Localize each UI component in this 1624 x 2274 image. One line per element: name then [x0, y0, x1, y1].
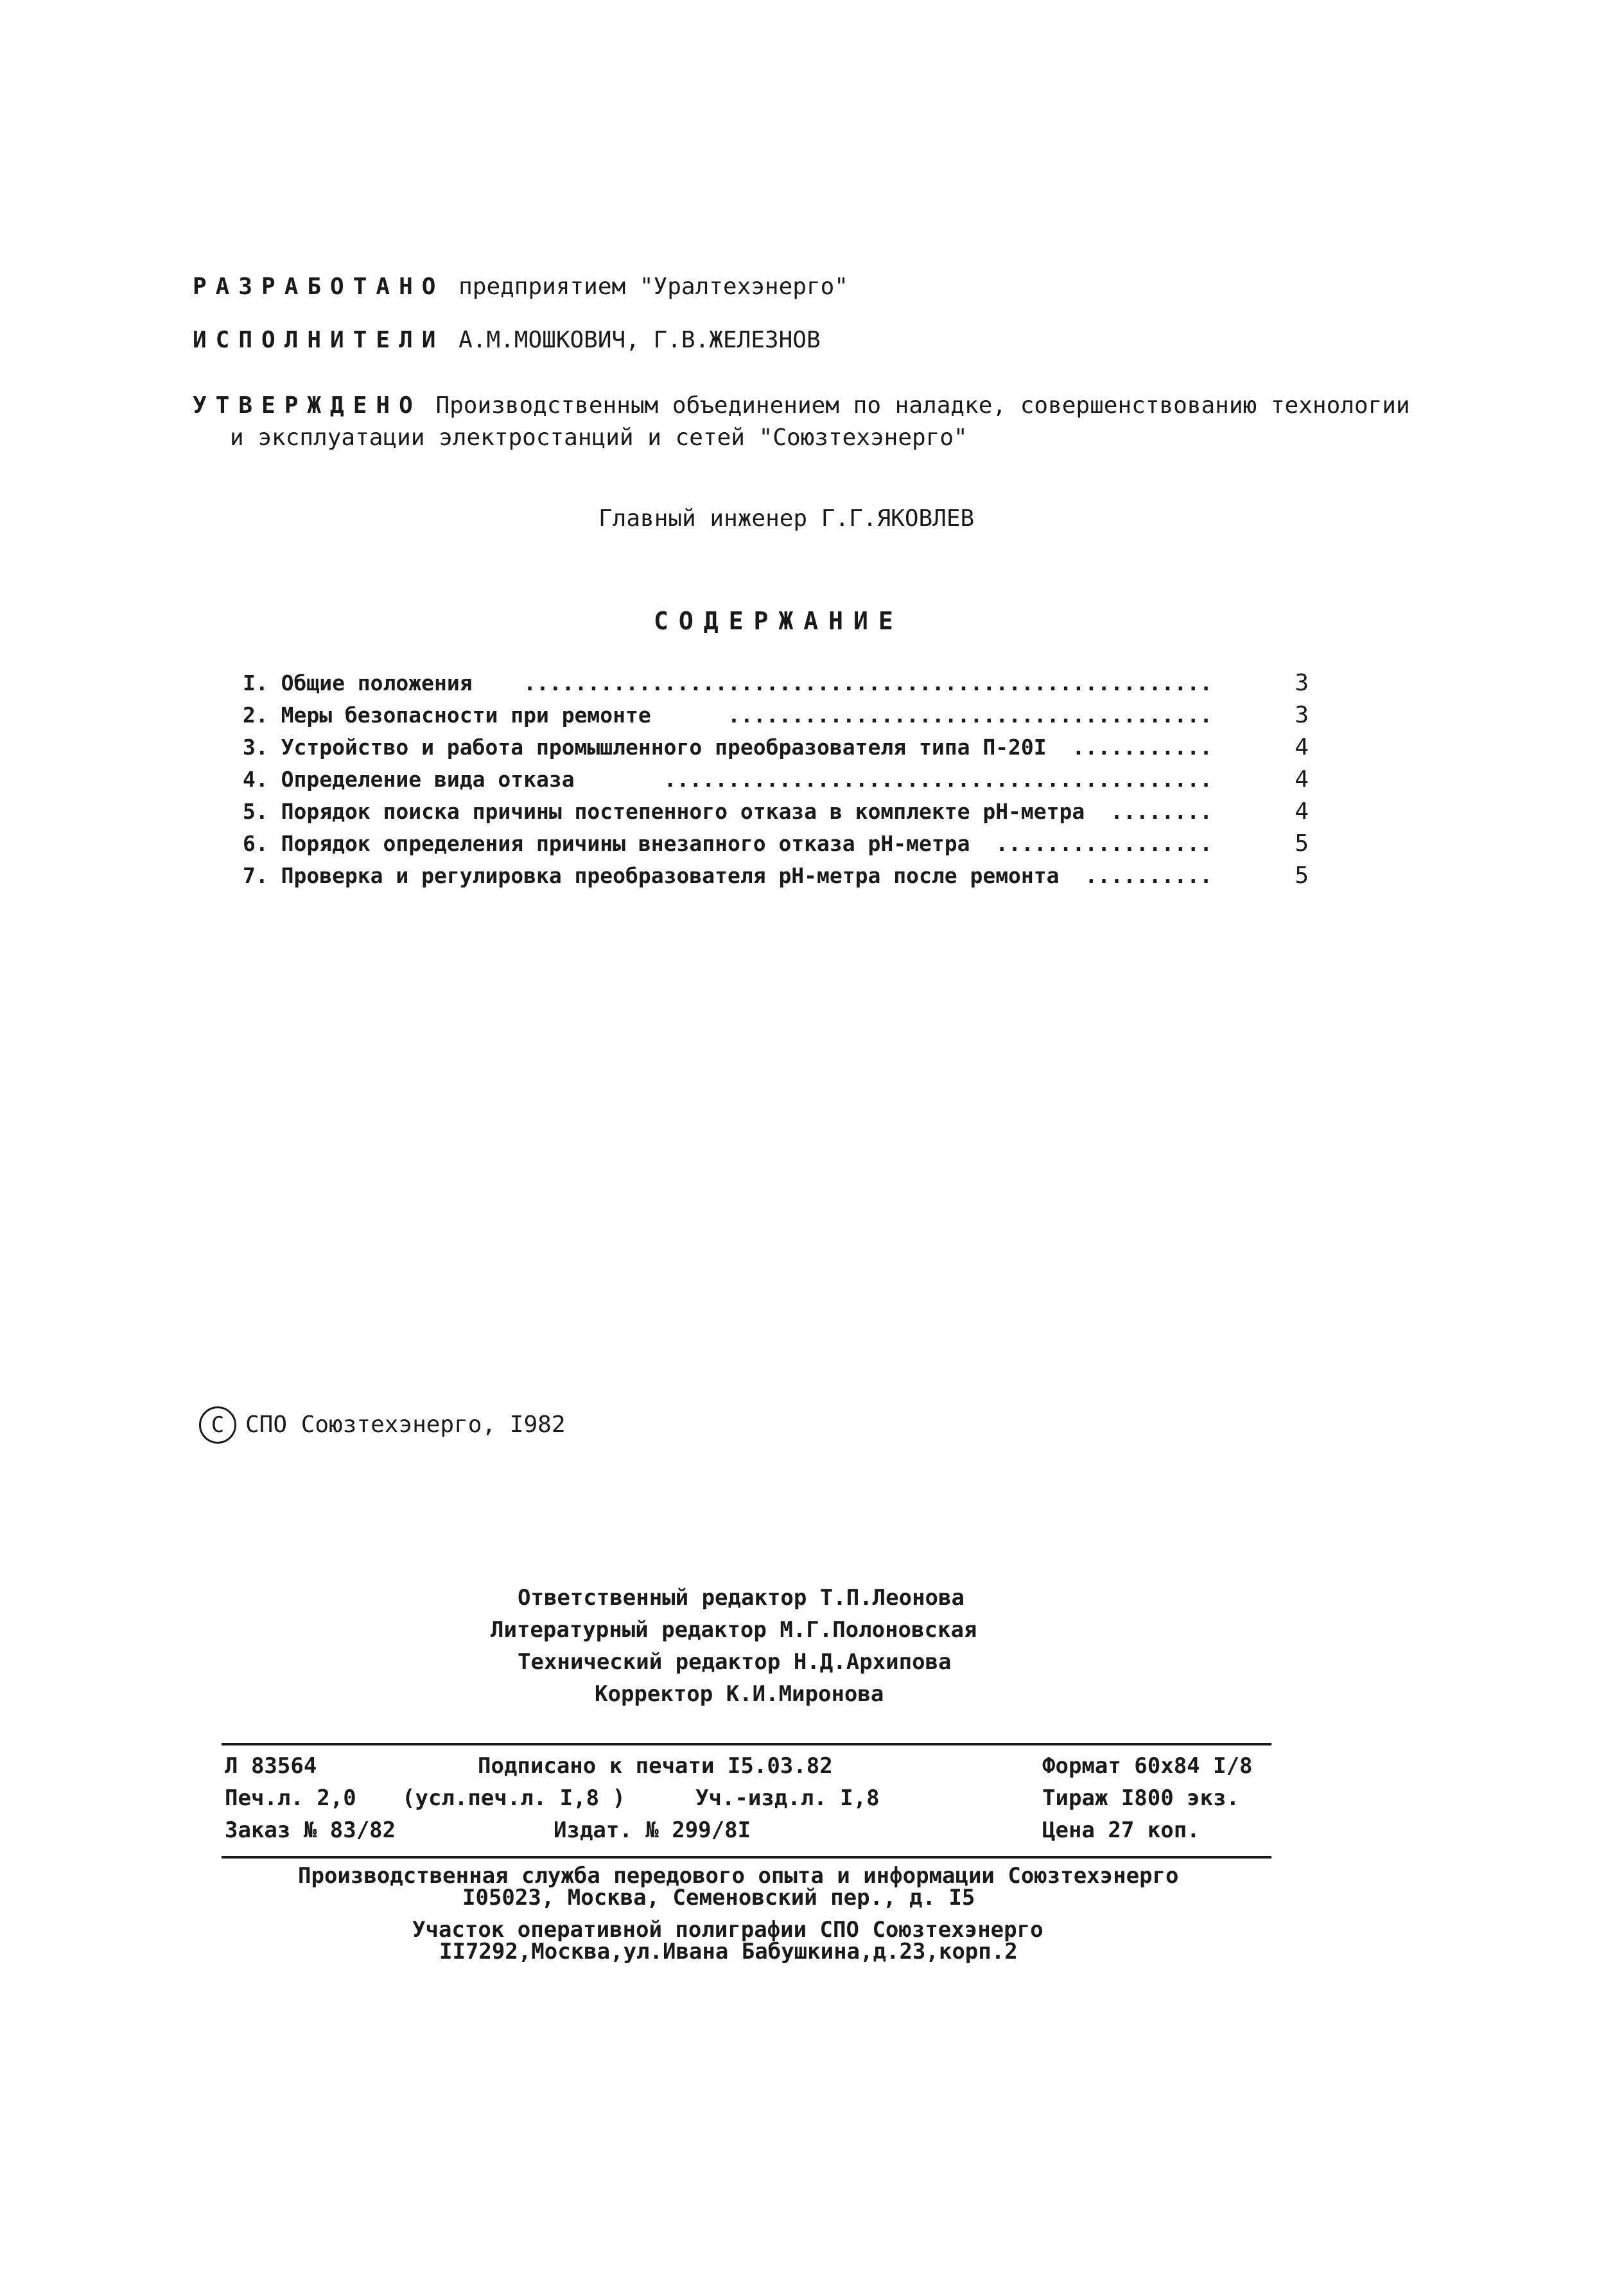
publisher-line-1: Производственная служба передового опыта и информации Союзтехэнерго [298, 1863, 1179, 1889]
imprint-price: Цена 27 коп. [1042, 1817, 1200, 1843]
imprint-order: Заказ № 83/82 [225, 1817, 396, 1843]
toc-item [243, 798, 1309, 828]
imprint-pub-sheets: Уч.-изд.л. I,8 [695, 1785, 880, 1811]
toc-item-dots: ...................................... [728, 703, 1212, 728]
publisher-line-4: II7292,Москва,ул.Ивана Бабушкина,д.23,корп.2 [439, 1939, 1018, 1964]
credits-performers [193, 326, 821, 354]
toc-item-page: 4 [1295, 798, 1309, 825]
imprint-print-run: Тираж I800 экз. [1042, 1785, 1240, 1811]
developed-label: РАЗРАБОТАНО [193, 274, 445, 300]
toc-item-page: 4 [1295, 734, 1309, 760]
imprint-top-rule [222, 1743, 1271, 1745]
toc-item [243, 862, 1309, 893]
toc-item-text: I. Общие положения [243, 670, 473, 695]
copyright [199, 1406, 566, 1444]
corrector: Корректор К.И.Миронова [595, 1681, 884, 1707]
toc-item-page: 5 [1295, 830, 1309, 857]
credits-approved [193, 392, 1410, 420]
approved-text-2: и эксплуатации электростанций и сетей "Союзтехэнерго" [230, 424, 968, 451]
toc-item-dots: ........ [1110, 799, 1212, 824]
performers-text: А.М.МОШКОВИЧ, Г.В.ЖЕЛЕЗНОВ [458, 327, 821, 353]
imprint-format: Формат 60х84 I/8 [1042, 1753, 1253, 1779]
toc-item-text: 4. Определение вида отказа [243, 767, 575, 792]
imprint-code: Л 83564 [225, 1753, 317, 1779]
imprint-bottom-rule [222, 1856, 1271, 1859]
publisher-line-3: Участок оперативной полиграфии СПО Союзтехэнерго [412, 1917, 1043, 1943]
performers-label: ИСПОЛНИТЕЛИ [193, 327, 445, 353]
toc-item-dots: ...................................................... [523, 670, 1212, 695]
toc-title: СОДЕРЖАНИЕ [654, 607, 904, 635]
toc-item-text: 3. Устройство и работа промышленного преобразователя типа П-20I [243, 735, 1047, 760]
toc-item [243, 733, 1309, 764]
toc-item-text: 5. Порядок поиска причины постепенного отказа в комплекте pH-метра [243, 799, 1085, 824]
copyright-text: СПО Союзтехэнерго, I982 [245, 1412, 566, 1438]
toc-item-dots: .......... [1085, 863, 1212, 888]
developed-text: предприятием "Уралтехэнерго" [458, 274, 848, 300]
toc-item-page: 5 [1295, 862, 1309, 889]
publisher-line-2: I05023, Москва, Семеновский пер., д. I5 [462, 1885, 975, 1911]
toc-item-text: 7. Проверка и регулировка преобразователя pH-метра после ремонта [243, 863, 1060, 888]
credits-developed [193, 273, 848, 301]
approved-text-1: Производственным объединением по наладке, совершенствованию технологии [435, 392, 1410, 419]
approved-label: УТВЕРЖДЕНО [193, 392, 422, 419]
literary-editor: Литературный редактор М.Г.Полоновская [491, 1617, 977, 1643]
toc-item [243, 669, 1309, 700]
responsible-editor: Ответственный редактор Т.П.Леонова [518, 1585, 965, 1611]
toc-item-page: 3 [1295, 670, 1309, 696]
imprint-conv-sheets: (усл.печ.л. I,8 ) [402, 1785, 625, 1811]
toc-item-text: 2. Меры безопасности при ремонте [243, 703, 651, 728]
toc-item-text: 6. Порядок определения причины внезапного отказа pH-метра [243, 831, 970, 856]
chief-engineer: Главный инженер Г.Г.ЯКОВЛЕВ [598, 505, 975, 532]
copyright-icon: С [199, 1406, 236, 1444]
technical-editor: Технический редактор Н.Д.Архипова [518, 1649, 952, 1675]
toc-item-dots: ........................................... [663, 767, 1212, 792]
toc-item-dots: ................. [995, 831, 1212, 856]
imprint-sheets: Печ.л. 2,0 [225, 1785, 356, 1811]
toc-item [243, 765, 1309, 796]
imprint-publisher-no: Издат. № 299/8I [554, 1817, 751, 1843]
toc-item [243, 701, 1309, 732]
imprint-signed: Подписано к печати I5.03.82 [478, 1753, 833, 1779]
toc-item-page: 4 [1295, 766, 1309, 792]
toc-item-dots: ........... [1072, 735, 1212, 760]
toc-item-page: 3 [1295, 702, 1309, 728]
toc-item [243, 830, 1309, 861]
